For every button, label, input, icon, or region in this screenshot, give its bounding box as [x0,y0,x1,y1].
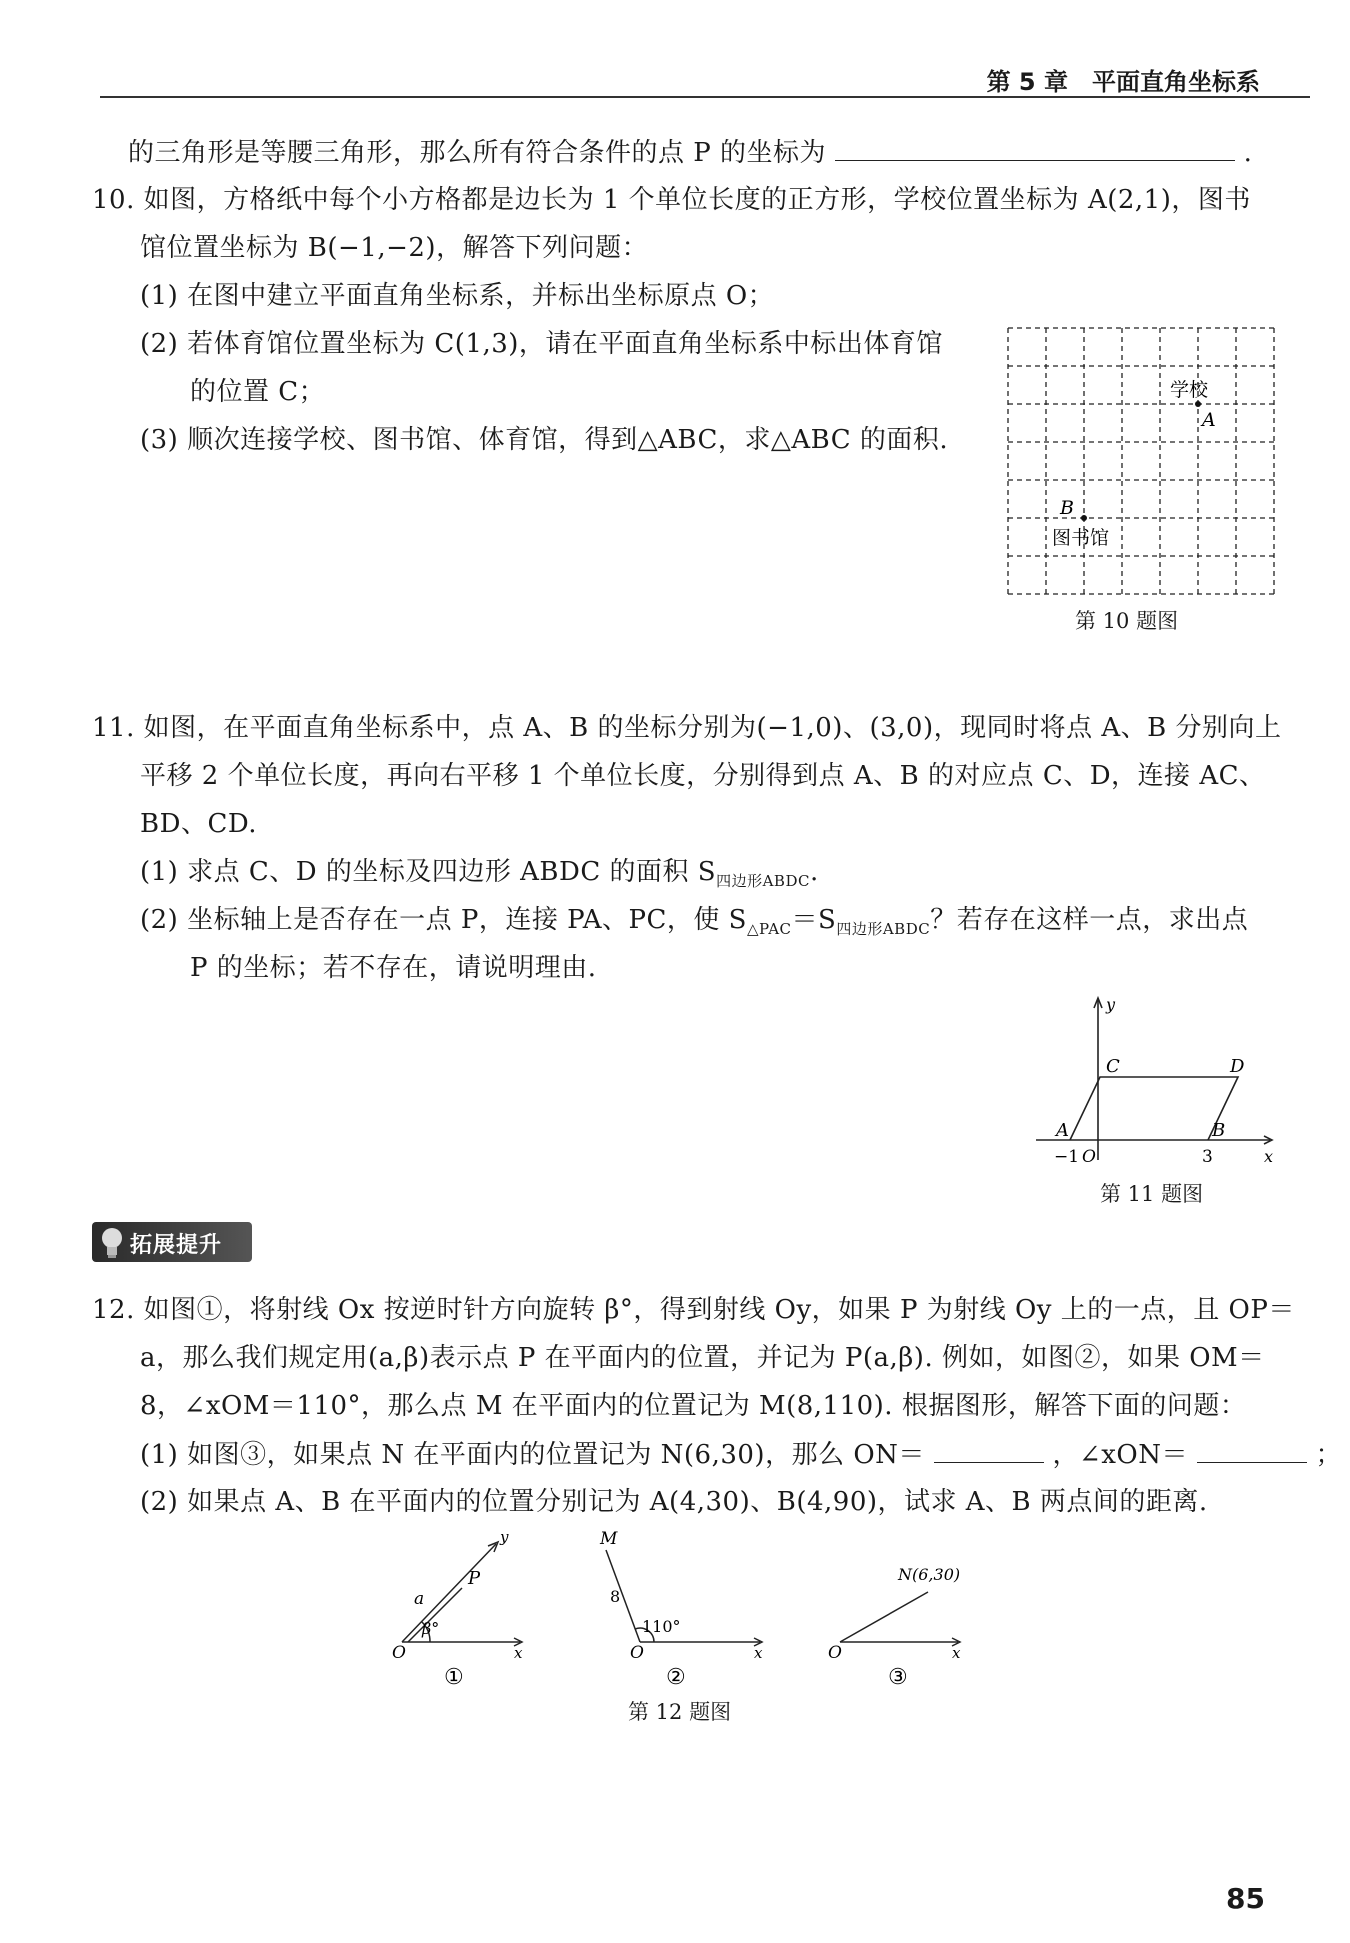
fig12-2-o: O [630,1643,644,1663]
fig12-1-number: ① [444,1665,464,1688]
figure-10-caption: 第 10 题图 [1075,609,1179,633]
label-library: 图书馆 [1052,527,1110,549]
fig12-2-eight: 8 [610,1587,621,1606]
label-c: C [1106,1056,1120,1077]
label-y: y [1106,995,1116,1014]
text-span: ？若存在这样一点，求出点 [930,905,1249,935]
fig12-3-number: ③ [888,1665,908,1688]
q10-line-1: 10. 如图，方格纸中每个小方格都是边长为 1 个单位长度的正方形，学校位置坐标为 A(2,1)，图书 [92,185,1251,215]
q11-line-1: 11. 如图，在平面直角坐标系中，点 A、B 的坐标分别为(−1,0)、(3,0)，现同时将点 A、B 分别向上 [92,713,1282,743]
subscript: 四边形ABDC [836,920,931,939]
q11-line-3: BD、CD. [140,809,258,839]
q12-line-2: a，那么我们规定用(a,β)表示点 P 在平面内的位置，并记为 P(a,β). 例如，如图②，如果 OM＝ [140,1343,1265,1373]
fig12-2-x: x [754,1644,763,1662]
text-span: ； [1315,1440,1342,1470]
label-b: B [1060,497,1074,519]
page-number: 85 [1226,1882,1265,1915]
q11-line-5 [140,900,1248,949]
label-3: 3 [1202,1147,1213,1167]
subscript: △PAC [746,920,792,939]
text-span: (1) 求点 C、D 的坐标及四边形 ABDC 的面积 S [140,857,717,887]
fig12-1-beta: β° [422,1619,440,1638]
q11-line-4 [140,852,819,901]
figure-12-diagrams [380,1528,1000,1688]
label-b: B [1212,1120,1226,1141]
q12-line-3: 8，∠xOM＝110°，那么点 M 在平面内的位置记为 M(8,110). 根据图形，解答下面的问题： [140,1391,1247,1421]
label-x: x [1264,1147,1274,1166]
fig12-1-o: O [392,1643,406,1663]
fig12-2-angle: 110° [642,1617,681,1636]
label-a: A [1056,1120,1069,1141]
text-span: 的三角形是等腰三角形，那么所有符合条件的点 P 的坐标为 [128,138,827,168]
answer-blank-on[interactable] [934,1434,1044,1463]
figure-12-caption: 第 12 题图 [628,1700,732,1724]
q12-line-4 [140,1434,1342,1475]
text-line [128,132,1252,173]
fig12-3-o: O [828,1643,842,1663]
text-span: (2) 坐标轴上是否存在一点 P，连接 PA、PC，使 S [140,905,747,935]
fig12-1-a: a [414,1589,425,1609]
figure-12-2 [606,1550,762,1646]
q12-line-5: (2) 如果点 A、B 在平面内的位置分别记为 A(4,30)、B(4,90)，试求 A、B 两点间的距离. [140,1487,1208,1517]
answer-blank-angle[interactable] [1197,1434,1307,1463]
text-span: . [809,857,819,887]
chapter-title: 第 5 章 平面直角坐标系 [986,68,1260,96]
subscript: 四边形ABDC [716,872,810,891]
q10-line-2: 馆位置坐标为 B(−1,−2)，解答下列问题： [140,233,649,263]
section-badge [92,1222,252,1262]
answer-blank[interactable] [835,132,1235,161]
q10-line-6: (3) 顺次连接学校、图书馆、体育馆，得到△ABC，求△ABC 的面积. [140,425,949,455]
fig12-2-m: M [600,1529,618,1549]
fig12-1-y: y [500,1528,509,1546]
q12-line-1: 12. 如图①，将射线 Ox 按逆时针方向旋转 β°，得到射线 Oy，如果 P 为射线 Oy 上的一点，且 OP＝ [92,1295,1295,1325]
q11-line-2: 平移 2 个单位长度，再向右平移 1 个单位长度，分别得到点 A、B 的对应点 C、D，连接 AC、 [140,761,1266,791]
lightbulb-icon [98,1226,126,1260]
label-neg1: −1 [1054,1147,1080,1167]
figure-10-grid [1000,326,1280,596]
label-d: D [1230,1056,1245,1077]
text-span: . [1243,138,1253,168]
text-span: (1) 如图③，如果点 N 在平面内的位置记为 N(6,30)，那么 ON＝ [140,1440,925,1470]
text-span: ＝S [791,905,837,935]
q11-line-6: P 的坐标；若不存在，请说明理由. [190,953,597,983]
label-a: A [1202,409,1216,431]
q10-line-5: 的位置 C； [190,377,326,407]
header-rule [100,96,1310,98]
label-o: O [1082,1147,1096,1167]
point-b [1081,515,1087,521]
fig12-3-x: x [952,1644,961,1662]
figure-11-caption: 第 11 题图 [1100,1182,1204,1206]
fig12-2-number: ② [666,1665,686,1688]
text-span: ，∠xON＝ [1052,1440,1188,1470]
fig12-1-p: P [468,1568,481,1589]
fig12-3-n: N(6,30) [898,1565,961,1584]
figure-12-3 [840,1592,960,1646]
figure-11-diagram [1030,990,1280,1170]
fig12-1-x: x [514,1644,523,1662]
point-a [1195,401,1201,407]
q10-line-3: (1) 在图中建立平面直角坐标系，并标出坐标原点 O； [140,281,775,311]
label-school: 学校 [1170,379,1209,401]
q10-line-4: (2) 若体育馆位置坐标为 C(1,3)，请在平面直角坐标系中标出体育馆 [140,329,943,359]
section-title: 拓展提升 [130,1233,223,1258]
